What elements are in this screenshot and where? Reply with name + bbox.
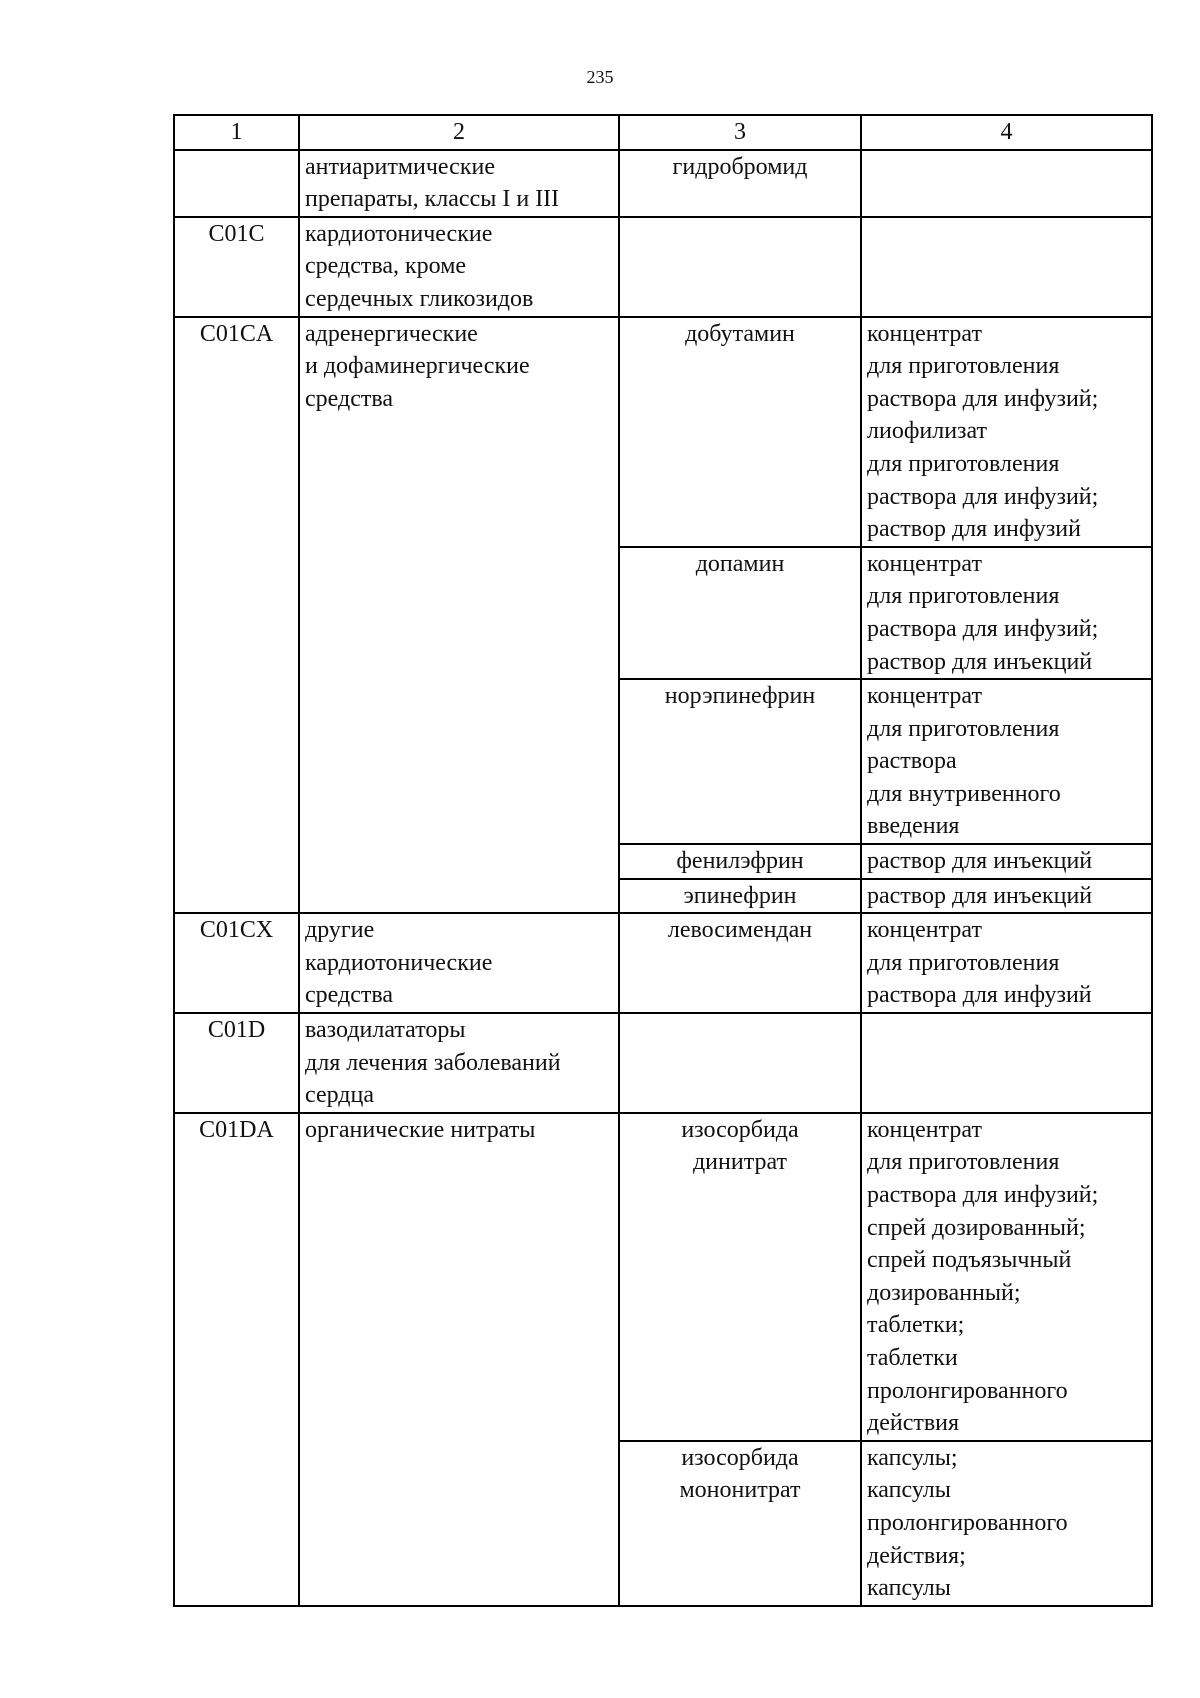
drug-name-cell: добутамин — [619, 317, 861, 547]
dosage-forms-cell: концентрат для приготовления раствора для инфузий — [861, 913, 1152, 1013]
drug-name-cell: левосимендан — [619, 913, 861, 1013]
drug-group-cell: кардиотонические средства, кроме сердечных гликозидов — [299, 217, 619, 317]
atc-code-cell: C01C — [174, 217, 299, 317]
drug-group-cell: другие кардиотонические средства — [299, 913, 619, 1013]
dosage-forms-cell: раствор для инъекций — [861, 844, 1152, 879]
dosage-forms-cell: раствор для инъекций — [861, 879, 1152, 914]
drug-group-cell: антиаритмические препараты, классы I и III — [299, 150, 619, 217]
header-cell-1: 1 — [174, 115, 299, 150]
header-cell-2: 2 — [299, 115, 619, 150]
drug-name-cell: изосорбида динитрат — [619, 1113, 861, 1441]
atc-code-cell: C01D — [174, 1013, 299, 1113]
table-row — [174, 1113, 1152, 1441]
table-body — [174, 115, 1152, 1606]
atc-code-cell — [174, 150, 299, 217]
dosage-forms-cell: концентрат для приготовления раствора для внутривенного введения — [861, 679, 1152, 844]
table-row — [174, 217, 1152, 317]
drug-name-cell: норэпинефрин — [619, 679, 861, 844]
dosage-forms-cell: концентрат для приготовления раствора для инфузий; раствор для инъекций — [861, 547, 1152, 679]
page-number: 235 — [586, 67, 614, 87]
dosage-forms-cell: капсулы; капсулы пролонгированного действия; капсулы — [861, 1441, 1152, 1606]
drug-name-cell: гидробромид — [619, 150, 861, 217]
table-row — [174, 1013, 1152, 1113]
drug-group-cell: адренергические и дофаминергические средства — [299, 317, 619, 914]
table-row — [174, 913, 1152, 1013]
atc-code-cell: C01CA — [174, 317, 299, 914]
table-row — [174, 317, 1152, 547]
dosage-forms-cell — [861, 217, 1152, 317]
medication-table — [173, 114, 1153, 1607]
dosage-forms-cell: концентрат для приготовления раствора для инфузий; лиофилизат для приготовления раствора для инфузий; раствор для инфузий — [861, 317, 1152, 547]
header-cell-4: 4 — [861, 115, 1152, 150]
drug-name-cell — [619, 1013, 861, 1113]
drug-name-cell — [619, 217, 861, 317]
drug-name-cell: изосорбида мононитрат — [619, 1441, 861, 1606]
dosage-forms-cell: концентрат для приготовления раствора для инфузий; спрей дозированный; спрей подъязычный дозированный; таблетки; таблетки пролонгированного действия — [861, 1113, 1152, 1441]
dosage-forms-cell — [861, 150, 1152, 217]
drug-group-cell: органические нитраты — [299, 1113, 619, 1606]
drug-name-cell: фенилэфрин — [619, 844, 861, 879]
drug-group-cell: вазодилататоры для лечения заболеваний сердца — [299, 1013, 619, 1113]
dosage-forms-cell — [861, 1013, 1152, 1113]
atc-code-cell: C01CX — [174, 913, 299, 1013]
atc-code-cell: C01DA — [174, 1113, 299, 1606]
drug-name-cell: эпинефрин — [619, 879, 861, 914]
header-cell-3: 3 — [619, 115, 861, 150]
table-row — [174, 150, 1152, 217]
header-row — [174, 115, 1152, 150]
drug-name-cell: допамин — [619, 547, 861, 679]
